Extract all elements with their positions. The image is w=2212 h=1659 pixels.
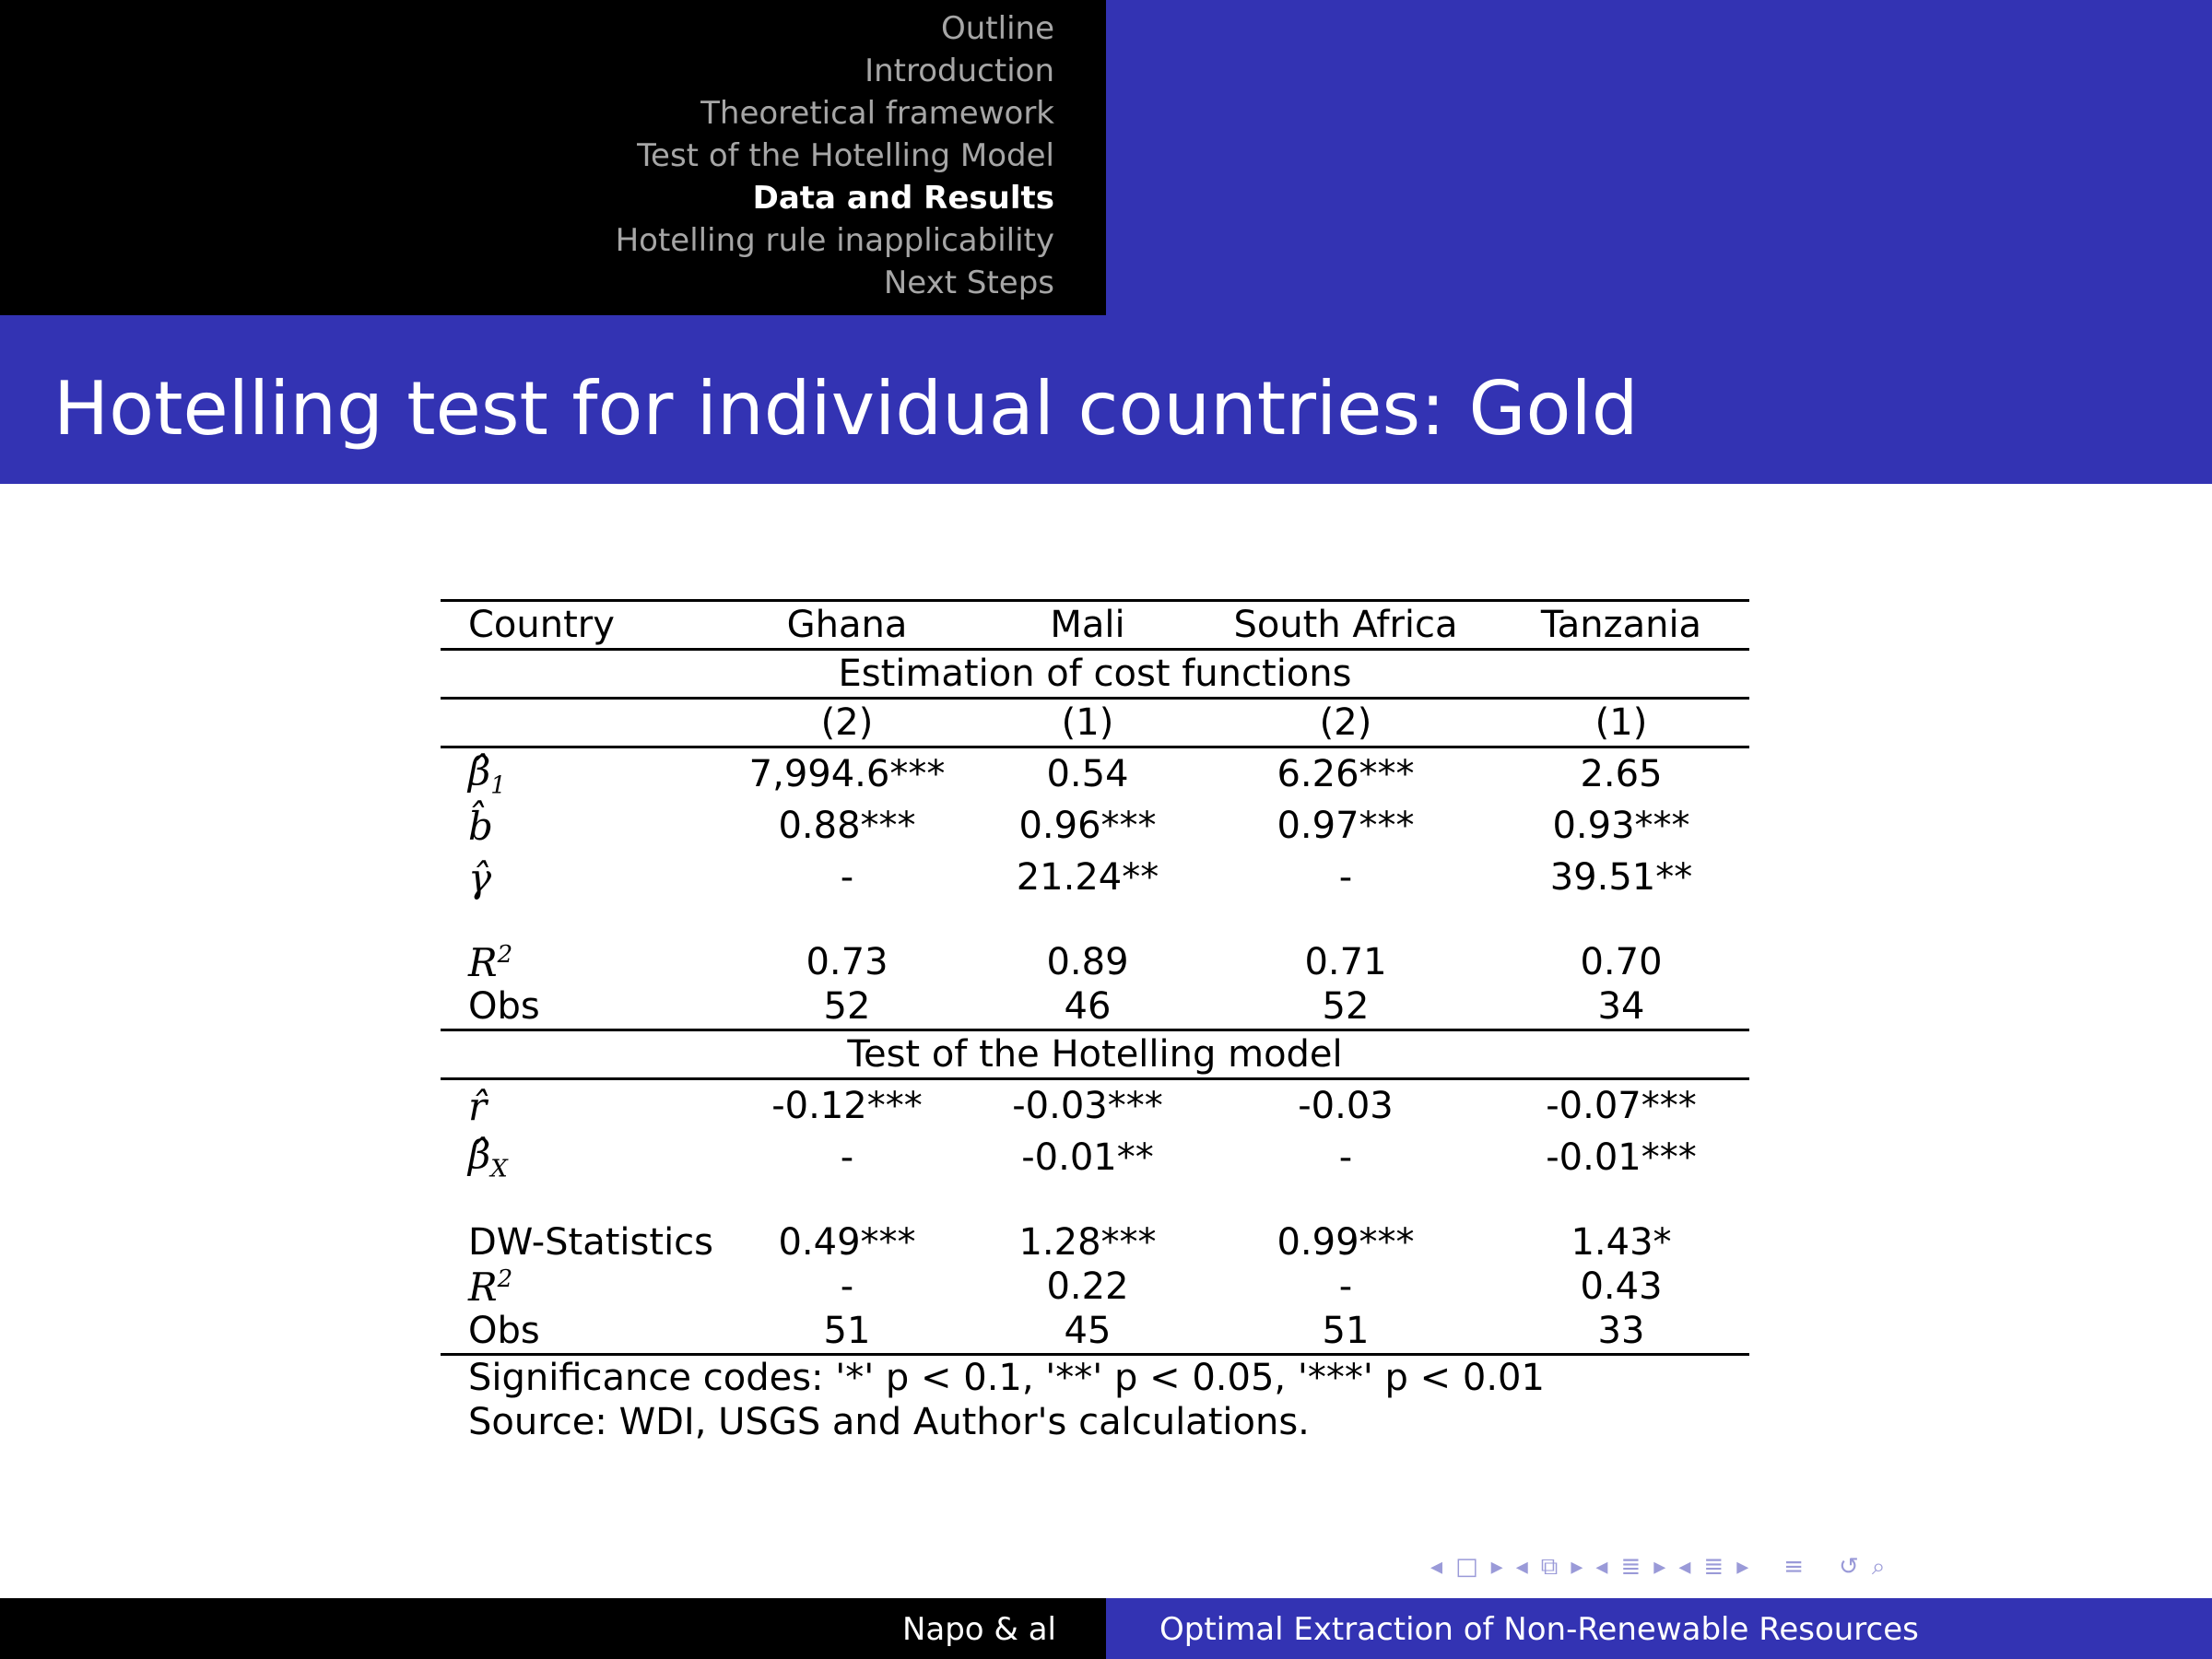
gamma-hat-symbol	[468, 855, 491, 900]
table-cell: 51	[823, 1310, 871, 1352]
header-ghana: Ghana	[786, 604, 908, 646]
footer-author-panel	[0, 1598, 1106, 1659]
table-header-row	[441, 602, 1749, 648]
section-hotelling-title	[441, 1031, 1749, 1077]
r-squared-symbol	[468, 940, 512, 985]
row-label	[441, 1265, 717, 1310]
next-section-arrow-icon[interactable]: ▸	[1736, 1553, 1749, 1581]
table-cell: -0.12***	[771, 1085, 923, 1127]
table-cell: 51	[1322, 1310, 1370, 1352]
section-nav-list	[616, 7, 1054, 304]
row-label	[441, 940, 717, 985]
row-label: DW-Statistics	[468, 1221, 714, 1264]
beta-x-hat-symbol	[468, 1132, 508, 1183]
header-nav-panel	[0, 0, 1106, 315]
row-label	[441, 855, 717, 900]
table-cell: 0.89	[1046, 941, 1129, 983]
table-cell: 39.51**	[1549, 856, 1693, 899]
nav-item-theoretical-framework[interactable]: Theoretical framework	[700, 95, 1054, 132]
nav-item-introduction[interactable]: Introduction	[865, 53, 1054, 89]
next-subsection-arrow-icon[interactable]: ▸	[1653, 1553, 1666, 1581]
table-cell: -0.03	[1298, 1085, 1394, 1127]
table-cell: -	[1338, 856, 1353, 899]
table-cell: 52	[1322, 985, 1370, 1028]
table-cell: (2)	[1319, 701, 1372, 744]
next-frame-arrow-icon[interactable]: ▸	[1571, 1553, 1583, 1581]
row-spacer	[441, 903, 1749, 940]
symbol-char: b	[468, 803, 493, 849]
symbol-char: γ	[468, 854, 492, 900]
table-cell: -	[840, 1265, 854, 1308]
symbol-char: r	[468, 1083, 488, 1129]
table-cell: 45	[1064, 1310, 1112, 1352]
row-dw-statistics	[441, 1220, 1749, 1265]
nav-item-test-of-hotelling-model[interactable]: Test of the Hotelling Model	[637, 137, 1054, 174]
table-cell: (1)	[1061, 701, 1114, 744]
row-label	[441, 804, 717, 849]
row-r2-hotelling	[441, 1265, 1749, 1309]
b-hat-symbol	[468, 804, 493, 849]
next-slide-arrow-icon[interactable]: ▸	[1490, 1553, 1503, 1581]
table-cell: -0.03***	[1012, 1085, 1163, 1127]
table-cell: -	[840, 1136, 854, 1179]
symbol-superscript: 2	[497, 1265, 513, 1293]
section-hotelling-label: Test of the Hotelling model	[847, 1033, 1343, 1076]
r-hat-symbol	[468, 1084, 487, 1129]
table-cell: (2)	[820, 701, 874, 744]
footer-author: Napo & al	[901, 1611, 1056, 1648]
footer-title: Optimal Extraction of Non-Renewable Resources	[1159, 1611, 1919, 1648]
table-cell: -	[1338, 1136, 1353, 1179]
nav-item-next-steps[interactable]: Next Steps	[883, 265, 1054, 301]
beamer-nav-symbols	[1430, 1548, 1885, 1585]
table-cell: 33	[1597, 1310, 1645, 1352]
prev-subsection-arrow-icon[interactable]: ◂	[1595, 1553, 1608, 1581]
row-label	[441, 748, 717, 799]
row-b-hat	[441, 800, 1749, 852]
row-label	[441, 1084, 717, 1129]
search-icon[interactable]: ⌕	[1871, 1552, 1886, 1581]
table-cell: 52	[823, 985, 871, 1028]
header-south-africa: South Africa	[1233, 604, 1458, 646]
header-tanzania: Tanzania	[1540, 604, 1702, 646]
table-cell: -0.01**	[1021, 1136, 1154, 1179]
table-cell: 21.24**	[1016, 856, 1159, 899]
table-cell: 0.22	[1046, 1265, 1129, 1308]
spec-row	[441, 700, 1749, 746]
table-cell: (1)	[1594, 701, 1648, 744]
table-cell: 0.71	[1304, 941, 1387, 983]
table-cell: -0.01***	[1546, 1136, 1697, 1179]
section-cost-functions-title	[441, 651, 1749, 697]
table-cell: 1.43*	[1571, 1221, 1672, 1264]
results-table	[441, 599, 1749, 1444]
slide-icon[interactable]: □	[1455, 1553, 1478, 1581]
row-label: Obs	[468, 985, 540, 1028]
table-cell: 0.96***	[1018, 805, 1157, 847]
table-cell: -	[1338, 1265, 1353, 1308]
table-cell: 6.26***	[1277, 753, 1415, 795]
source-note: Source: WDI, USGS and Author's calculations.	[468, 1401, 1310, 1443]
table-cell: 0.97***	[1277, 805, 1415, 847]
frame-icon[interactable]: ⧉	[1540, 1552, 1559, 1581]
table-cell: 0.93***	[1552, 805, 1690, 847]
row-spacer	[441, 1183, 1749, 1220]
row-r-hat	[441, 1080, 1749, 1132]
symbol-char: R	[468, 939, 498, 985]
prev-slide-arrow-icon[interactable]: ◂	[1430, 1553, 1443, 1581]
header-country-label: Country	[468, 604, 615, 646]
subsection-icon[interactable]: ≣	[1620, 1553, 1641, 1581]
symbol-char: R	[468, 1264, 498, 1310]
significance-codes: Significance codes: '*' p < 0.1, '**' p < 0.05, '***' p < 0.01	[468, 1357, 1545, 1399]
table-cell: 0.43	[1580, 1265, 1663, 1308]
section-cost-functions-label: Estimation of cost functions	[838, 653, 1352, 695]
table-cell: 0.54	[1046, 753, 1129, 795]
table-cell: 0.70	[1580, 941, 1663, 983]
row-obs-cost	[441, 984, 1749, 1029]
prev-frame-arrow-icon[interactable]: ◂	[1515, 1553, 1528, 1581]
row-obs-hotelling	[441, 1309, 1749, 1353]
header-blue-panel	[1106, 0, 2212, 315]
table-cell: -0.07***	[1546, 1085, 1697, 1127]
row-r2-cost	[441, 940, 1749, 984]
nav-item-outline[interactable]: Outline	[940, 10, 1054, 47]
footer-title-panel	[1106, 1598, 2212, 1659]
r-squared-symbol	[468, 1265, 512, 1310]
section-icon[interactable]: ≣	[1703, 1553, 1724, 1581]
table-cell: 7,994.6***	[748, 753, 946, 795]
row-gamma-hat	[441, 852, 1749, 903]
back-icon[interactable]: ↺	[1839, 1553, 1859, 1581]
beta-hat-symbol	[468, 748, 506, 800]
table-cell: 46	[1064, 985, 1112, 1028]
table-cell: 0.99***	[1277, 1221, 1415, 1264]
document-icon[interactable]: ≡	[1783, 1553, 1805, 1581]
frame-title: Hotelling test for individual countries: Gold	[53, 366, 1639, 452]
symbol-superscript: 2	[497, 940, 513, 969]
table-cell: 34	[1597, 985, 1645, 1028]
nav-item-hotelling-rule-inapplicability[interactable]: Hotelling rule inapplicability	[615, 222, 1054, 259]
row-beta-x	[441, 1132, 1749, 1183]
row-label	[441, 1132, 717, 1182]
header-mali: Mali	[1050, 604, 1125, 646]
row-beta1	[441, 748, 1749, 800]
row-label: Obs	[468, 1310, 540, 1352]
symbol-subscript: 1	[490, 771, 506, 800]
table-cell: -	[840, 856, 854, 899]
symbol-char: β	[468, 748, 491, 794]
symbol-char: β	[468, 1132, 491, 1178]
nav-item-data-and-results[interactable]: Data and Results	[752, 180, 1054, 217]
prev-section-arrow-icon[interactable]: ◂	[1678, 1553, 1691, 1581]
symbol-subscript: X	[490, 1155, 508, 1183]
table-cell: 0.49***	[778, 1221, 916, 1264]
table-cell: 1.28***	[1018, 1221, 1157, 1264]
table-cell: 0.88***	[778, 805, 916, 847]
table-cell: 2.65	[1580, 753, 1663, 795]
table-cell: 0.73	[806, 941, 888, 983]
